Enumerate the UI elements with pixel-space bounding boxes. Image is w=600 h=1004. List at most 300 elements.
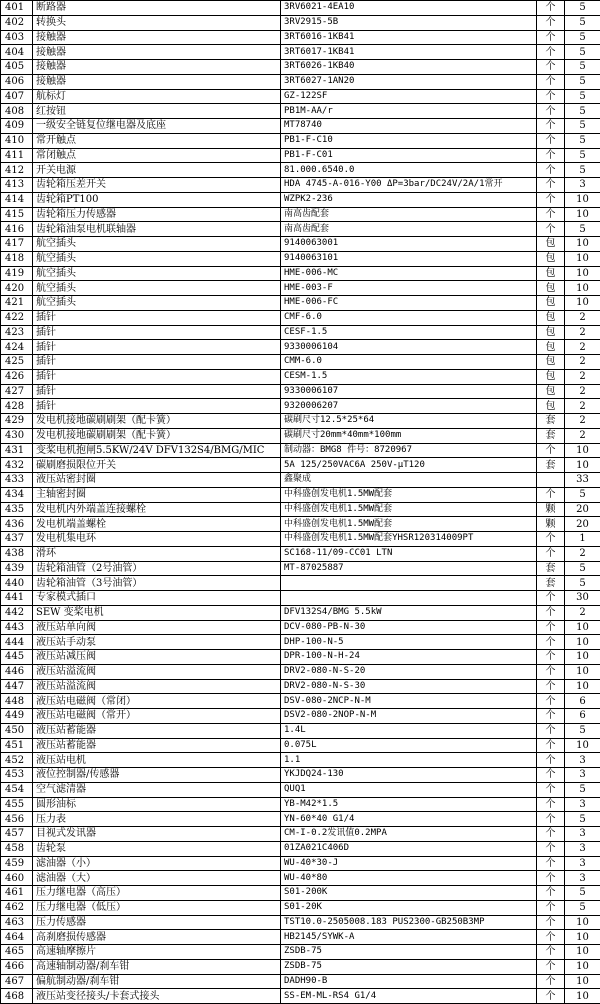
table-row bbox=[1, 60, 600, 75]
table-row bbox=[1, 74, 600, 89]
item-spec: HME-006-FC bbox=[281, 296, 537, 311]
item-qty: 10 bbox=[565, 296, 600, 311]
table-row bbox=[1, 310, 600, 325]
item-unit: 个 bbox=[537, 104, 565, 119]
item-qty: 1 bbox=[565, 532, 600, 547]
row-number: 412 bbox=[1, 163, 33, 178]
item-name: 液压站变径接头/卡套式接头 bbox=[33, 989, 281, 1004]
item-unit: 个 bbox=[537, 74, 565, 89]
table-row bbox=[1, 945, 600, 960]
item-qty: 6 bbox=[565, 709, 600, 724]
row-number: 463 bbox=[1, 915, 33, 930]
item-spec: YKJDQ24-130 bbox=[281, 768, 537, 783]
table-row bbox=[1, 281, 600, 296]
item-name: 目视式发讯器 bbox=[33, 827, 281, 842]
item-qty: 5 bbox=[565, 886, 600, 901]
item-qty: 3 bbox=[565, 827, 600, 842]
table-row bbox=[1, 576, 600, 591]
item-qty: 20 bbox=[565, 517, 600, 532]
item-name: 液压站电磁阀（常闭） bbox=[33, 694, 281, 709]
item-name: 插针 bbox=[33, 399, 281, 414]
item-unit: 个 bbox=[537, 709, 565, 724]
row-number: 435 bbox=[1, 502, 33, 517]
row-number: 433 bbox=[1, 473, 33, 488]
item-name: 发电机端盖螺栓 bbox=[33, 517, 281, 532]
table-row bbox=[1, 384, 600, 399]
row-number: 413 bbox=[1, 178, 33, 193]
row-number: 423 bbox=[1, 325, 33, 340]
item-name: 插针 bbox=[33, 325, 281, 340]
row-number: 403 bbox=[1, 30, 33, 45]
item-spec: CMM-6.0 bbox=[281, 355, 537, 370]
table-row bbox=[1, 959, 600, 974]
table-row bbox=[1, 532, 600, 547]
item-name: 压力继电器（低压） bbox=[33, 900, 281, 915]
item-name: 红按钮 bbox=[33, 104, 281, 119]
row-number: 457 bbox=[1, 827, 33, 842]
item-unit: 个 bbox=[537, 782, 565, 797]
item-unit: 个 bbox=[537, 635, 565, 650]
item-name: 常闭触点 bbox=[33, 148, 281, 163]
item-unit: 个 bbox=[537, 723, 565, 738]
item-qty: 2 bbox=[565, 340, 600, 355]
item-name: 变桨电机抱闸5.5KW/24V DFV132S4/BMG/MIC bbox=[33, 443, 281, 458]
item-spec: 0.075L bbox=[281, 738, 537, 753]
row-number: 426 bbox=[1, 369, 33, 384]
item-qty: 10 bbox=[565, 443, 600, 458]
item-spec: CESM-1.5 bbox=[281, 369, 537, 384]
item-unit: 包 bbox=[537, 399, 565, 414]
item-unit: 个 bbox=[537, 15, 565, 30]
item-spec: 1.4L bbox=[281, 723, 537, 738]
item-qty: 5 bbox=[565, 782, 600, 797]
item-spec: 9330006107 bbox=[281, 384, 537, 399]
table-row bbox=[1, 325, 600, 340]
item-spec: QUQ1 bbox=[281, 782, 537, 797]
item-spec: 制动器：BMG8 件号：8720967 bbox=[281, 443, 537, 458]
item-unit: 包 bbox=[537, 281, 565, 296]
item-name: 液压站电磁阀（常开） bbox=[33, 709, 281, 724]
item-qty: 3 bbox=[565, 856, 600, 871]
row-number: 451 bbox=[1, 738, 33, 753]
row-number: 401 bbox=[1, 1, 33, 16]
table-row bbox=[1, 605, 600, 620]
table-row bbox=[1, 561, 600, 576]
row-number: 408 bbox=[1, 104, 33, 119]
item-qty: 10 bbox=[565, 679, 600, 694]
table-row bbox=[1, 45, 600, 60]
table-row bbox=[1, 15, 600, 30]
row-number: 409 bbox=[1, 119, 33, 134]
item-spec: 9320006207 bbox=[281, 399, 537, 414]
table-row bbox=[1, 502, 600, 517]
table-row bbox=[1, 517, 600, 532]
row-number: 449 bbox=[1, 709, 33, 724]
row-number: 460 bbox=[1, 871, 33, 886]
item-spec: 81.000.6540.0 bbox=[281, 163, 537, 178]
item-spec: 碳刷尺寸12.5*25*64 bbox=[281, 414, 537, 429]
row-number: 415 bbox=[1, 207, 33, 222]
item-name: 航空插头 bbox=[33, 296, 281, 311]
row-number: 402 bbox=[1, 15, 33, 30]
item-qty: 5 bbox=[565, 487, 600, 502]
item-qty: 2 bbox=[565, 605, 600, 620]
item-unit: 个 bbox=[537, 827, 565, 842]
item-spec: DFV132S4/BMG 5.5kW bbox=[281, 605, 537, 620]
table-row bbox=[1, 664, 600, 679]
table-row bbox=[1, 841, 600, 856]
row-number: 428 bbox=[1, 399, 33, 414]
item-qty: 5 bbox=[565, 119, 600, 134]
table-row bbox=[1, 296, 600, 311]
table-row bbox=[1, 443, 600, 458]
row-number: 424 bbox=[1, 340, 33, 355]
table-row bbox=[1, 782, 600, 797]
row-number: 461 bbox=[1, 886, 33, 901]
row-number: 450 bbox=[1, 723, 33, 738]
item-name: 断路器 bbox=[33, 1, 281, 16]
item-qty: 10 bbox=[565, 664, 600, 679]
table-row bbox=[1, 355, 600, 370]
row-number: 436 bbox=[1, 517, 33, 532]
item-name: 液压站溢流阀 bbox=[33, 679, 281, 694]
table-row bbox=[1, 428, 600, 443]
item-name: 齿轮箱压差开关 bbox=[33, 178, 281, 193]
item-unit: 个 bbox=[537, 841, 565, 856]
item-unit: 套 bbox=[537, 561, 565, 576]
item-qty: 10 bbox=[565, 620, 600, 635]
item-name: 滑环 bbox=[33, 546, 281, 561]
item-unit: 个 bbox=[537, 768, 565, 783]
item-name: 高速轴制动器/刹车钳 bbox=[33, 959, 281, 974]
item-unit: 个 bbox=[537, 443, 565, 458]
item-name: 接触器 bbox=[33, 30, 281, 45]
table-row bbox=[1, 207, 600, 222]
row-number: 455 bbox=[1, 797, 33, 812]
item-name: 滤油器（大） bbox=[33, 871, 281, 886]
row-number: 418 bbox=[1, 251, 33, 266]
row-number: 454 bbox=[1, 782, 33, 797]
item-spec: YB-M42*1.5 bbox=[281, 797, 537, 812]
table-row bbox=[1, 369, 600, 384]
item-spec: TST10.0-2505008.183 PUS2300-GB250B3MP bbox=[281, 915, 537, 930]
item-qty: 10 bbox=[565, 738, 600, 753]
item-unit: 套 bbox=[537, 458, 565, 473]
item-spec: 5A 125/250VAC6A 250V-μT120 bbox=[281, 458, 537, 473]
row-number: 429 bbox=[1, 414, 33, 429]
item-qty: 20 bbox=[565, 502, 600, 517]
item-unit: 个 bbox=[537, 930, 565, 945]
item-name: 航空插头 bbox=[33, 266, 281, 281]
item-spec: WZPK2-236 bbox=[281, 192, 537, 207]
table-row bbox=[1, 89, 600, 104]
item-qty: 2 bbox=[565, 369, 600, 384]
item-spec: YN-60*40 G1/4 bbox=[281, 812, 537, 827]
item-spec: 南高齿配套 bbox=[281, 207, 537, 222]
item-spec: GZ-122SF bbox=[281, 89, 537, 104]
table-row bbox=[1, 679, 600, 694]
table-row bbox=[1, 399, 600, 414]
item-qty: 10 bbox=[565, 959, 600, 974]
table-row bbox=[1, 871, 600, 886]
table-row bbox=[1, 812, 600, 827]
table-row bbox=[1, 222, 600, 237]
row-number: 446 bbox=[1, 664, 33, 679]
row-number: 447 bbox=[1, 679, 33, 694]
item-name: 插针 bbox=[33, 355, 281, 370]
item-unit: 包 bbox=[537, 251, 565, 266]
table-row bbox=[1, 856, 600, 871]
item-unit: 个 bbox=[537, 620, 565, 635]
table-row bbox=[1, 930, 600, 945]
item-name: 接触器 bbox=[33, 74, 281, 89]
row-number: 464 bbox=[1, 930, 33, 945]
table-row bbox=[1, 487, 600, 502]
item-name: 液压站密封圈 bbox=[33, 473, 281, 488]
row-number: 430 bbox=[1, 428, 33, 443]
item-name: 航标灯 bbox=[33, 89, 281, 104]
item-name: 发电机集电环 bbox=[33, 532, 281, 547]
item-name: 偏航制动器/刹车钳 bbox=[33, 974, 281, 989]
item-unit: 包 bbox=[537, 355, 565, 370]
item-spec: 3RV6021-4EA10 bbox=[281, 1, 537, 16]
item-unit: 个 bbox=[537, 546, 565, 561]
item-spec: HB2145/SYWK-A bbox=[281, 930, 537, 945]
item-unit: 个 bbox=[537, 178, 565, 193]
item-name: 发电机内外端盖连接螺栓 bbox=[33, 502, 281, 517]
row-number: 414 bbox=[1, 192, 33, 207]
item-name: 碳刷磨损限位开关 bbox=[33, 458, 281, 473]
item-unit: 包 bbox=[537, 369, 565, 384]
row-number: 444 bbox=[1, 635, 33, 650]
item-unit: 个 bbox=[537, 738, 565, 753]
item-spec: 01ZA021C406D bbox=[281, 841, 537, 856]
item-spec: PB1M-AA/r bbox=[281, 104, 537, 119]
row-number: 438 bbox=[1, 546, 33, 561]
item-unit: 个 bbox=[537, 797, 565, 812]
item-qty: 10 bbox=[565, 237, 600, 252]
item-qty: 10 bbox=[565, 266, 600, 281]
row-number: 440 bbox=[1, 576, 33, 591]
item-unit: 个 bbox=[537, 222, 565, 237]
item-spec: 鑫聚成 bbox=[281, 473, 537, 488]
item-spec: 3RT6016-1KB41 bbox=[281, 30, 537, 45]
item-unit: 个 bbox=[537, 694, 565, 709]
table-row bbox=[1, 753, 600, 768]
item-spec: MT78740 bbox=[281, 119, 537, 134]
item-name: 液压站电机 bbox=[33, 753, 281, 768]
item-unit: 包 bbox=[537, 384, 565, 399]
item-qty: 10 bbox=[565, 251, 600, 266]
item-name: 液压站蓄能器 bbox=[33, 738, 281, 753]
item-qty: 5 bbox=[565, 30, 600, 45]
item-name: 航空插头 bbox=[33, 237, 281, 252]
item-unit: 个 bbox=[537, 856, 565, 871]
item-spec: WU-40*80 bbox=[281, 871, 537, 886]
item-unit: 个 bbox=[537, 207, 565, 222]
item-unit: 个 bbox=[537, 487, 565, 502]
item-spec: 中科盛创发电机1.5MW配套YHSR120314009PT bbox=[281, 532, 537, 547]
item-qty: 5 bbox=[565, 133, 600, 148]
item-spec: DRV2-080-N-S-30 bbox=[281, 679, 537, 694]
item-qty: 5 bbox=[565, 561, 600, 576]
item-qty: 3 bbox=[565, 753, 600, 768]
item-spec: DSV2-080-2NOP-N-M bbox=[281, 709, 537, 724]
item-name: 齿轮箱PT100 bbox=[33, 192, 281, 207]
item-name: 主轴密封圈 bbox=[33, 487, 281, 502]
item-qty: 10 bbox=[565, 192, 600, 207]
item-unit: 个 bbox=[537, 119, 565, 134]
item-qty: 30 bbox=[565, 591, 600, 606]
row-number: 431 bbox=[1, 443, 33, 458]
item-spec: HME-006-MC bbox=[281, 266, 537, 281]
item-qty: 3 bbox=[565, 178, 600, 193]
item-spec: 中科盛创发电机1.5MW配套 bbox=[281, 517, 537, 532]
item-spec: DCV-080-PB-N-30 bbox=[281, 620, 537, 635]
row-number: 443 bbox=[1, 620, 33, 635]
item-unit: 个 bbox=[537, 605, 565, 620]
table-row bbox=[1, 989, 600, 1004]
item-qty: 10 bbox=[565, 650, 600, 665]
item-name: 压力传感器 bbox=[33, 915, 281, 930]
item-qty: 2 bbox=[565, 414, 600, 429]
item-unit: 个 bbox=[537, 89, 565, 104]
item-unit: 个 bbox=[537, 812, 565, 827]
row-number: 458 bbox=[1, 841, 33, 856]
table-row bbox=[1, 104, 600, 119]
item-name: 插针 bbox=[33, 310, 281, 325]
item-qty: 2 bbox=[565, 546, 600, 561]
item-name: 接触器 bbox=[33, 60, 281, 75]
item-unit: 个 bbox=[537, 591, 565, 606]
item-unit: 个 bbox=[537, 915, 565, 930]
table-row bbox=[1, 148, 600, 163]
item-spec: 9330006104 bbox=[281, 340, 537, 355]
item-unit: 个 bbox=[537, 45, 565, 60]
item-unit: 包 bbox=[537, 237, 565, 252]
item-name: 插针 bbox=[33, 369, 281, 384]
row-number: 439 bbox=[1, 561, 33, 576]
row-number: 441 bbox=[1, 591, 33, 606]
table-row bbox=[1, 266, 600, 281]
item-unit bbox=[537, 473, 565, 488]
row-number: 437 bbox=[1, 532, 33, 547]
table-row bbox=[1, 974, 600, 989]
item-qty: 10 bbox=[565, 635, 600, 650]
table-row bbox=[1, 650, 600, 665]
row-number: 406 bbox=[1, 74, 33, 89]
row-number: 425 bbox=[1, 355, 33, 370]
item-qty: 5 bbox=[565, 89, 600, 104]
table-row bbox=[1, 620, 600, 635]
item-name: 液压站单向阀 bbox=[33, 620, 281, 635]
item-spec: PB1-F-C10 bbox=[281, 133, 537, 148]
item-unit: 个 bbox=[537, 871, 565, 886]
table-row bbox=[1, 915, 600, 930]
item-qty: 10 bbox=[565, 458, 600, 473]
item-spec: PB1-F-C01 bbox=[281, 148, 537, 163]
item-unit: 个 bbox=[537, 1, 565, 16]
item-unit: 颗 bbox=[537, 502, 565, 517]
row-number: 410 bbox=[1, 133, 33, 148]
item-qty: 10 bbox=[565, 989, 600, 1004]
item-qty: 5 bbox=[565, 576, 600, 591]
item-unit: 包 bbox=[537, 266, 565, 281]
row-number: 445 bbox=[1, 650, 33, 665]
item-qty: 5 bbox=[565, 723, 600, 738]
item-spec: 碳刷尺寸20mm*40mm*100mm bbox=[281, 428, 537, 443]
table-row bbox=[1, 797, 600, 812]
item-unit: 个 bbox=[537, 959, 565, 974]
item-qty: 10 bbox=[565, 974, 600, 989]
table-row bbox=[1, 768, 600, 783]
item-spec: CM-I-0.2发讯值0.2MPA bbox=[281, 827, 537, 842]
item-spec: ZSDB-75 bbox=[281, 945, 537, 960]
table-row bbox=[1, 738, 600, 753]
table-row bbox=[1, 723, 600, 738]
item-qty: 5 bbox=[565, 163, 600, 178]
item-unit: 包 bbox=[537, 325, 565, 340]
row-number: 416 bbox=[1, 222, 33, 237]
item-qty: 10 bbox=[565, 930, 600, 945]
item-name: 压力表 bbox=[33, 812, 281, 827]
table-row bbox=[1, 340, 600, 355]
row-number: 453 bbox=[1, 768, 33, 783]
item-spec: S01-20K bbox=[281, 900, 537, 915]
table-row bbox=[1, 886, 600, 901]
row-number: 420 bbox=[1, 281, 33, 296]
item-name: 发电机接地碳刷刷架（配卡簧） bbox=[33, 414, 281, 429]
item-name: 齿轮泵 bbox=[33, 841, 281, 856]
item-qty: 5 bbox=[565, 148, 600, 163]
row-number: 427 bbox=[1, 384, 33, 399]
table-row bbox=[1, 414, 600, 429]
item-unit: 套 bbox=[537, 576, 565, 591]
row-number: 448 bbox=[1, 694, 33, 709]
item-name: 液压站溢流阀 bbox=[33, 664, 281, 679]
item-qty: 10 bbox=[565, 207, 600, 222]
item-unit: 个 bbox=[537, 192, 565, 207]
item-name: 压力继电器（高压） bbox=[33, 886, 281, 901]
row-number: 466 bbox=[1, 959, 33, 974]
item-spec: MT-87025887 bbox=[281, 561, 537, 576]
item-qty: 6 bbox=[565, 694, 600, 709]
item-qty: 5 bbox=[565, 900, 600, 915]
row-number: 434 bbox=[1, 487, 33, 502]
item-name: 转换头 bbox=[33, 15, 281, 30]
item-qty: 5 bbox=[565, 74, 600, 89]
item-qty: 5 bbox=[565, 60, 600, 75]
item-spec: 9140063101 bbox=[281, 251, 537, 266]
item-spec: 3RV2915-5B bbox=[281, 15, 537, 30]
item-name: 一级安全链复位继电器及底座 bbox=[33, 119, 281, 134]
item-name: 齿轮箱油管（2号油管） bbox=[33, 561, 281, 576]
table-row bbox=[1, 900, 600, 915]
item-unit: 个 bbox=[537, 163, 565, 178]
table-row bbox=[1, 30, 600, 45]
table-row bbox=[1, 251, 600, 266]
item-name: 圆形油标 bbox=[33, 797, 281, 812]
item-name: SEW 变桨电机 bbox=[33, 605, 281, 620]
item-name: 常开触点 bbox=[33, 133, 281, 148]
table-row bbox=[1, 237, 600, 252]
table-row bbox=[1, 473, 600, 488]
item-qty: 5 bbox=[565, 1, 600, 16]
item-unit: 个 bbox=[537, 679, 565, 694]
item-name: 高刹磨损传感器 bbox=[33, 930, 281, 945]
table-row bbox=[1, 709, 600, 724]
item-spec: SC168-11/09-CC01 LTN bbox=[281, 546, 537, 561]
